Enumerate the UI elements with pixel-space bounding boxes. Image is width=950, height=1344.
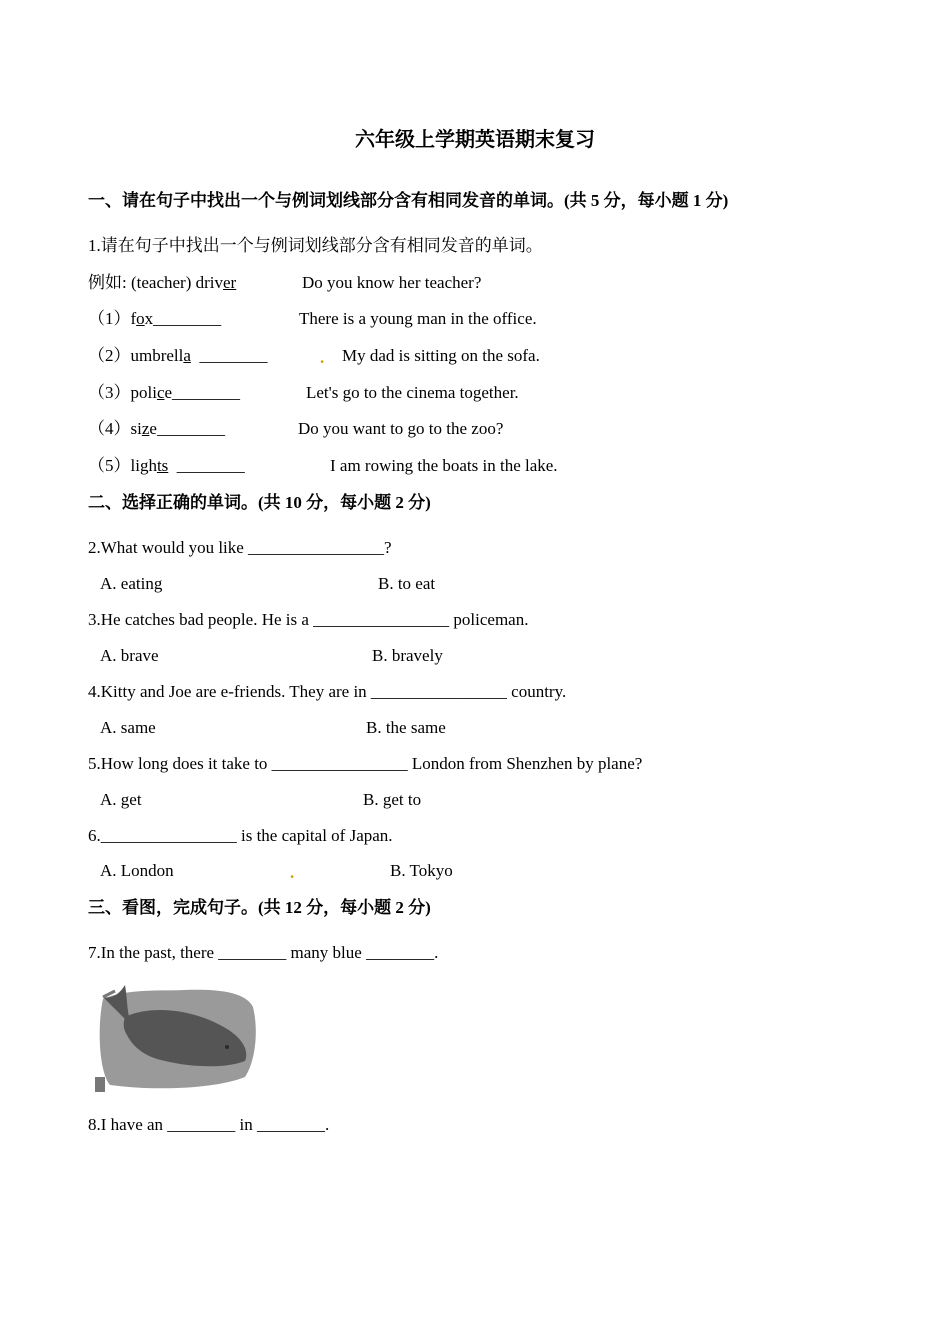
item-5-sentence: I am rowing the boats in the lake. <box>330 456 558 475</box>
question-2-option-b: B. to eat <box>378 574 436 593</box>
question-5-option-a: A. get <box>100 790 142 809</box>
question-4: 4.Kitty and Joe are e-friends. They are in ________________ country. <box>88 682 567 701</box>
whale-picture <box>95 977 257 1092</box>
item-3-word: （3）police________ <box>88 383 241 402</box>
question-5-option-b: B. get to <box>363 790 422 809</box>
question-7: 7.In the past, there ________ many blue ________. <box>88 943 439 962</box>
item-3-sentence: Let's go to the cinema together. <box>306 383 519 402</box>
section-2-heading: 二、选择正确的单词。(共 10 分，每小题 2 分) <box>88 493 431 512</box>
question-3-option-b: B. bravely <box>372 646 443 665</box>
example-prefix: 例如: (teacher) driv <box>88 273 223 292</box>
question-6: 6.________________ is the capital of Japan. <box>88 826 393 845</box>
example-word <box>88 273 236 293</box>
question-1-text: 1.请在句子中找出一个与例词划线部分含有相同发音的单词。 <box>88 236 543 255</box>
section-3-heading: 三、看图，完成句子。(共 12 分，每小题 2 分) <box>88 898 431 917</box>
item-2-sentence: My dad is sitting on the sofa. <box>342 346 540 365</box>
example-underlined: er <box>223 273 237 292</box>
question-5: 5.How long does it take to ________________ London from Shenzhen by plane? <box>88 754 643 773</box>
question-6-option-b: B. Tokyo <box>390 861 453 880</box>
item-5-word: （5）lights ________ <box>88 456 245 475</box>
question-4-option-b: B. the same <box>366 718 446 737</box>
item-4-word: （4）size________ <box>88 419 225 438</box>
marker-dot: . <box>320 348 325 367</box>
example-sentence: Do you know her teacher? <box>302 273 482 292</box>
item-1-sentence: There is a young man in the office. <box>299 309 537 328</box>
question-2-option-a: A. eating <box>100 574 163 593</box>
question-2: 2.What would you like ________________? <box>88 538 392 557</box>
item-4-sentence: Do you want to go to the zoo? <box>298 419 504 438</box>
question-8: 8.I have an ________ in ________. <box>88 1115 330 1134</box>
question-4-option-a: A. same <box>100 718 156 737</box>
section-1-heading: 一、请在句子中找出一个与例词划线部分含有相同发音的单词。(共 5 分，每小题 1 分) <box>88 191 729 210</box>
item-1-word: （1）fox________ <box>88 309 222 328</box>
item-2-word: （2）umbrella ________ <box>88 346 268 365</box>
question-3-option-a: A. brave <box>100 646 159 665</box>
marker-dot: . <box>290 863 295 882</box>
question-6-option-a: A. London <box>100 861 174 880</box>
page-title: 六年级上学期英语期末复习 <box>355 129 595 151</box>
question-3: 3.He catches bad people. He is a ________________ policeman. <box>88 610 529 629</box>
